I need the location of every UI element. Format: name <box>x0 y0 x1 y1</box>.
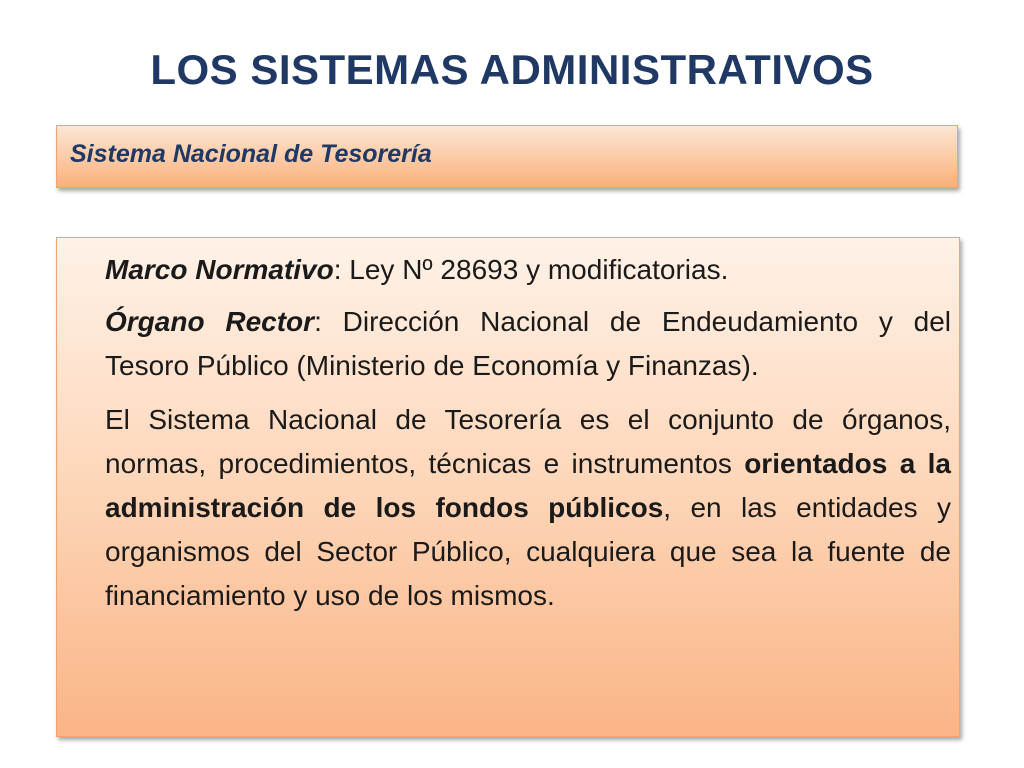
description-text-end: , en las entidades y organismos del Sector Público, cualquiera que sea la fuente de financiamiento y uso de los mismos. <box>105 492 951 611</box>
subtitle-banner <box>56 125 958 188</box>
content-panel <box>56 237 960 737</box>
description-text-bold: orientados a la administración de los fondos públicos <box>105 448 951 523</box>
marco-normativo-text: : Ley Nº 28693 y modificatorias. <box>333 254 729 285</box>
page-title: LOS SISTEMAS ADMINISTRATIVOS <box>150 46 874 93</box>
marco-normativo-label: Marco Normativo <box>105 254 334 285</box>
organo-rector-label: Órgano Rector <box>105 306 315 337</box>
content-body <box>105 248 951 628</box>
description-paragraph <box>105 398 951 618</box>
description-text-start: El Sistema Nacional de Tesorería es el conjunto de órganos, normas, procedimientos, técnicas e instrumentos <box>105 404 951 479</box>
subtitle-text: Sistema Nacional de Tesorería <box>70 140 432 168</box>
marco-normativo-paragraph <box>105 248 951 292</box>
organo-rector-paragraph <box>105 300 951 388</box>
organo-rector-text: : Dirección Nacional de Endeudamiento y del Tesoro Público (Ministerio de Economía y Finanzas). <box>105 306 951 381</box>
